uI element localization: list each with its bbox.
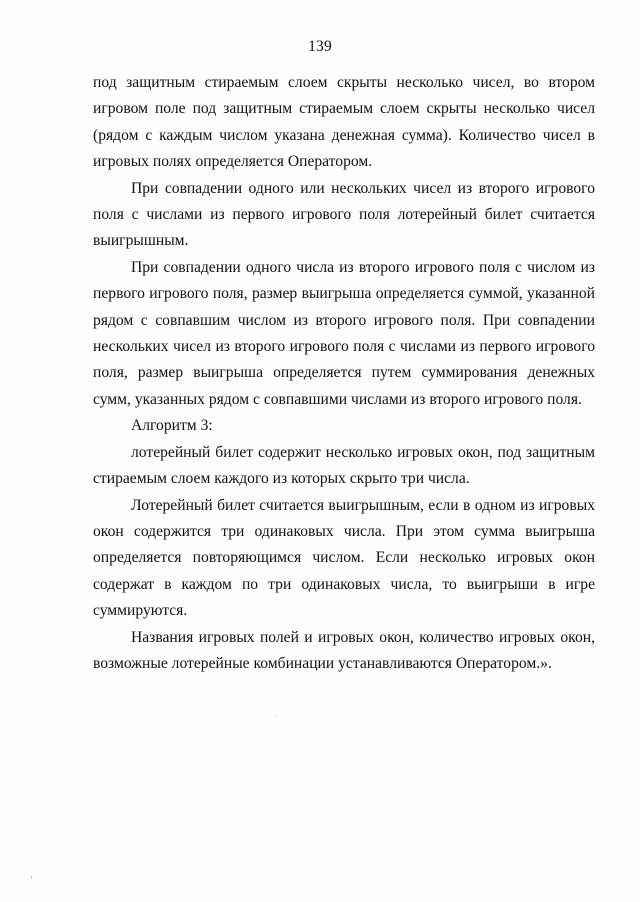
paragraph-algorithm-winning: Лотерейный билет считается выигрышным, если в одном из игровых окон содержится три одинаковых числа. При этом сумма выигрыша определяется повторяющимся числом. Если несколько игровых окон содержат в каждом по три одинаковых числа, то выигрыши в игре суммируются. xyxy=(93,496,595,620)
paragraph-prize-calculation: При совпадении одного числа из второго игрового поля с числом из первого игрового поля, размер выигрыша определяется суммой, указанной рядом с совпавшим числом из второго игрового поля. При совпадении нескольких чисел из второго игрового поля с числами из первого игрового поля, размер выигрыша определяется путем суммирования денежных сумм, указанных рядом с совпавшими числами из второго игрового поля. xyxy=(93,258,595,408)
algorithm-heading: Алгоритм 3: xyxy=(131,417,213,435)
paragraph-algorithm-ticket: лотерейный билет содержит несколько игровых окон, под защитным стираемым слоем каждого из которых скрыто три числа. xyxy=(93,443,595,488)
paragraph-closing: Названия игровых полей и игровых окон, количество игровых окон, возможные лотерейные комбинации устанавливаются Оператором.». xyxy=(93,628,595,672)
scan-speck xyxy=(276,716,277,717)
paragraph-winning-condition: При совпадении одного или нескольких чисел из второго игрового поля с числами из первого игрового поля лотерейный билет считается выигрышным. xyxy=(93,179,595,250)
document-body xyxy=(93,70,595,677)
scan-speck xyxy=(31,876,32,879)
page-number: 139 xyxy=(308,38,332,55)
paragraph-continuation: под защитным стираемым слоем скрыты несколько чисел, во втором игровом поле под защитным стираемым слоем скрыты несколько чисел (рядом с каждым числом указана денежная сумма). Количество чисел в игровых полях определяется Оператором. xyxy=(93,74,595,171)
